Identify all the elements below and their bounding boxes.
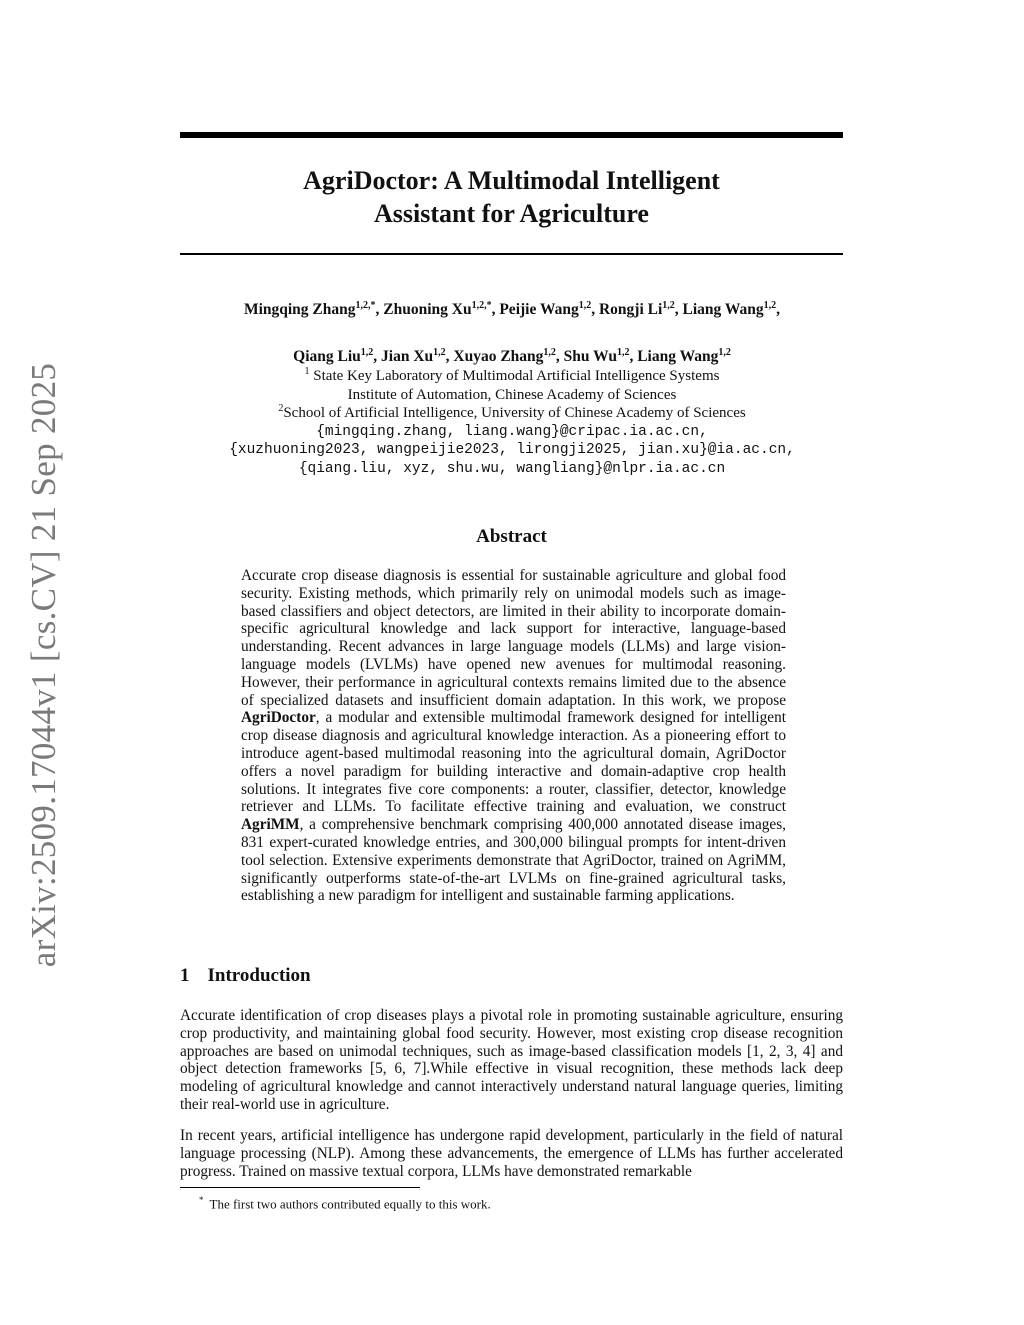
title-bottom-rule: [180, 253, 843, 255]
framework-name: AgriDoctor: [241, 709, 316, 727]
title-top-rule: [180, 132, 843, 138]
arxiv-identifier-stamp: arXiv:2509.17044v1 [cs.CV] 21 Sep 2025: [24, 362, 63, 968]
author: Rongji Li$^{1,2}$,: [598, 299, 683, 318]
title-line-2: Assistant for Agriculture: [374, 199, 649, 228]
author: Jian Xu$^{1,2}$,: [381, 346, 454, 365]
affiliation-1: $^1$ State Key Laboratory of Multimodal Artificial Intelligence Systems: [304, 366, 720, 384]
author: Mingqing Zhang$^{1,2,*}$,: [243, 299, 384, 318]
paper-title: [180, 164, 843, 230]
author: Peijie Wang$^{1,2}$,: [499, 299, 599, 318]
author-list-line-1: [160, 300, 864, 320]
abstract-heading: Abstract: [476, 526, 547, 547]
footnote-rule: [180, 1187, 420, 1188]
email-line-2: {xuzhuoning2023, wangpeijie2023, lirongji2025, jian.xu}@ia.ac.cn,: [229, 442, 795, 458]
abstract-text: Accurate crop disease diagnosis is essential for sustainable agriculture and global food security. Existing methods, which primarily rely on unimodal models such as image-based classifiers and object detectors, are limited in their ability to incorporate domain-specific agricultural knowledge and lack support for interactive, language-based understanding. Recent advances in large language models (LLMs) and large vision-language models (LVLMs) have opened new avenues for multimodal reasoning. However, their performance in agricultural contexts remains limited due to the absence of specialized datasets and insufficient domain adaptation. In this work, we propose AgriDoctor, a modular and extensible multimodal framework designed for intelligent crop disease diagnosis and agricultural knowledge interaction. As a pioneering effort to introduce agent-based multimodal reasoning into the agricultural domain, AgriDoctor offers a novel paradigm for building interactive and domain-adaptive crop health solutions. It integrates five core components: a router, classifier, detector, knowledge retriever and LLMs. To facilitate effective training and evaluation, we construct AgriMM, a comprehensive benchmark comprising 400,000 annotated disease images, 831 expert-curated knowledge entries, and 300,000 bilingual prompts for intent-driven tool selection. Extensive experiments demonstrate that AgriDoctor, trained on AgriMM, significantly outperforms state-of-the-art LVLMs on fine-grained agricultural tasks, establishing a new paradigm for intelligent and sustainable farming applications.: [241, 567, 786, 905]
affiliation-1-institute: Institute of Automation, Chinese Academy of Sciences: [347, 386, 677, 403]
author: Shu Wu$^{1,2}$,: [563, 346, 638, 365]
author: Liang Wang$^{1,2}$: [637, 346, 731, 365]
title-line-1: AgriDoctor: A Multimodal Intelligent: [303, 166, 720, 195]
author: Xuyao Zhang$^{1,2}$,: [453, 346, 564, 365]
author: Zhuoning $Xu^{1,2,*}$,: [383, 299, 500, 318]
author-list-line-2: [160, 347, 864, 367]
intro-paragraph-2: In recent years, artificial intelligence has undergone rapid development, particularly in the field of natural language processing (NLP). Among these advancements, the emergence of LLMs has further accelerated progress. Trained on massive textual corpora, LLMs have demonstrated remarkable: [180, 1127, 843, 1180]
affiliations: [160, 367, 864, 478]
author: Liang Wang$^{1,2}$,: [682, 299, 781, 318]
email-line-3: {qiang.liu, xyz, shu.wu, wangliang}@nlpr.ia.ac.cn: [298, 460, 726, 477]
email-line-1: {mingqing.zhang, liang.wang}@cripac.ia.ac.cn,: [316, 423, 708, 440]
section-number: 1: [180, 965, 190, 986]
intro-paragraph-1: Accurate identification of crop diseases plays a pivotal role in promoting sustainable agriculture, ensuring crop productivity, and maintaining global food security. However, most existing crop disease recognition approaches are based on unimodal techniques, such as image-based classification models [1, 2, 3, 4] and object detection frameworks [5, 6, 7].While effective in visual recognition, these methods lack deep modeling of agricultural knowledge and cannot interactively understand natural language queries, limiting their real-world use in agriculture.: [180, 1007, 843, 1113]
benchmark-name: AgriMM: [241, 816, 300, 834]
section-title-text: Introduction: [207, 965, 311, 986]
footnote: [199, 1192, 491, 1212]
footnote-text: The first two authors contributed equally to this work.: [209, 1196, 491, 1212]
section-heading-introduction: [180, 965, 311, 987]
author: Qiang Liu$^{1,2}$,: [293, 346, 382, 365]
affiliation-2: $^2$School of Artificial Intelligence, University of Chinese Academy of Sciences: [278, 403, 746, 421]
footnote-mark: *: [199, 1195, 204, 1205]
